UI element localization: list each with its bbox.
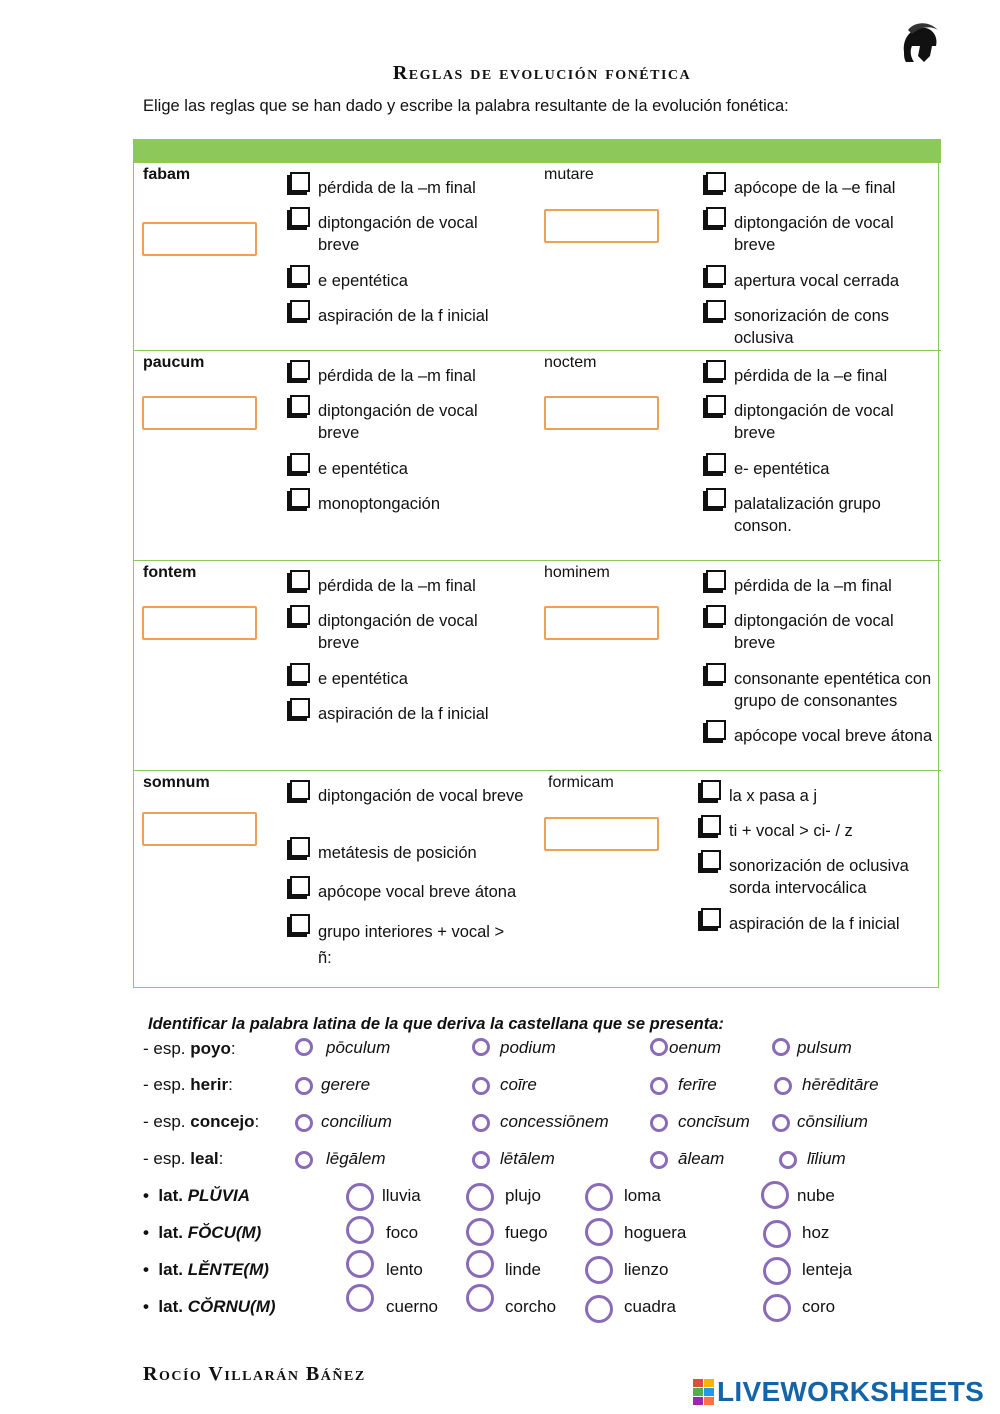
radio-option[interactable] xyxy=(772,1038,790,1056)
latin-prompt: • lat. FŎCU(M) xyxy=(143,1223,262,1242)
latin-word: somnum xyxy=(143,774,210,791)
option-label: foco xyxy=(386,1223,419,1242)
rule-option[interactable]: ti + vocal > ci- / z xyxy=(698,820,934,842)
answer-box[interactable] xyxy=(544,209,659,243)
rule-option[interactable]: apertura vocal cerrada xyxy=(703,270,933,292)
checkbox[interactable] xyxy=(706,207,726,227)
checkbox[interactable] xyxy=(290,780,310,800)
option-label: loma xyxy=(624,1186,661,1205)
option-label: cuerno xyxy=(386,1297,438,1316)
rule-option[interactable]: e epentética xyxy=(287,270,517,292)
latin-word: hominem xyxy=(544,564,610,581)
checkbox[interactable] xyxy=(701,850,721,870)
latin-word: paucum xyxy=(143,354,205,371)
rule-option[interactable]: aspiración de la f inicial xyxy=(287,305,517,327)
rule-option[interactable]: e epentética xyxy=(287,458,517,480)
rule-option[interactable]: diptongación de vocal breve xyxy=(287,785,527,807)
option-label: cuadra xyxy=(624,1297,676,1316)
rule-option[interactable]: pérdida de la –m final xyxy=(287,575,517,597)
latin-prompt: • lat. CŎRNU(M) xyxy=(143,1297,276,1316)
option-label: lento xyxy=(386,1260,423,1279)
checkbox[interactable] xyxy=(706,605,726,625)
option-label: fuego xyxy=(505,1223,548,1242)
checkbox[interactable] xyxy=(706,488,726,508)
rule-option[interactable]: aspiración de la f inicial xyxy=(287,703,517,725)
radio-option[interactable] xyxy=(466,1250,494,1278)
rule-option[interactable]: e epentética xyxy=(287,668,517,690)
rule-option[interactable]: apócope vocal breve átona xyxy=(703,725,935,747)
checkbox[interactable] xyxy=(706,300,726,320)
rule-option[interactable]: diptongación de vocal breve xyxy=(703,610,935,654)
option-label: linde xyxy=(505,1260,541,1279)
answer-box[interactable] xyxy=(142,222,257,256)
radio-option[interactable] xyxy=(295,1038,313,1056)
checkbox[interactable] xyxy=(290,207,310,227)
option-label: lluvia xyxy=(382,1186,421,1205)
rule-option[interactable]: diptongación de vocal breve xyxy=(703,400,933,444)
radio-option[interactable] xyxy=(650,1038,668,1056)
answer-box[interactable] xyxy=(142,606,257,640)
option-label: pulsum xyxy=(797,1038,852,1057)
radio-option[interactable] xyxy=(763,1220,791,1248)
radio-option[interactable] xyxy=(779,1151,797,1169)
option-label: plujo xyxy=(505,1186,541,1205)
checkbox[interactable] xyxy=(290,300,310,320)
checkbox[interactable] xyxy=(290,360,310,380)
option-label: oenum xyxy=(669,1038,721,1057)
rule-option[interactable]: diptongación de vocal breve xyxy=(703,212,933,256)
radio-option[interactable] xyxy=(772,1114,790,1132)
option-label: cōnsilium xyxy=(797,1112,868,1131)
rule-option[interactable]: consonante epentética con grupo de consonantes xyxy=(703,668,935,712)
latin-word: fabam xyxy=(143,166,191,183)
answer-box[interactable] xyxy=(544,606,659,640)
checkbox[interactable] xyxy=(706,265,726,285)
rule-option[interactable]: pérdida de la –e final xyxy=(703,365,933,387)
question-prompt: - esp. poyo: xyxy=(143,1039,236,1058)
spartan-helmet-icon xyxy=(898,22,942,66)
rule-option[interactable]: apócope vocal breve átona xyxy=(287,881,527,903)
row-divider xyxy=(133,560,941,561)
answer-box[interactable] xyxy=(142,812,257,846)
option-label: āleam xyxy=(678,1149,725,1168)
radio-option[interactable] xyxy=(466,1183,494,1211)
checkbox[interactable] xyxy=(290,488,310,508)
checkbox[interactable] xyxy=(290,914,310,934)
rule-option[interactable]: metátesis de posición xyxy=(287,842,527,864)
option-label: concessiōnem xyxy=(500,1112,609,1131)
checkbox[interactable] xyxy=(290,453,310,473)
radio-option[interactable] xyxy=(763,1257,791,1285)
radio-option[interactable] xyxy=(346,1216,374,1244)
option-label: lenteja xyxy=(802,1260,853,1279)
option-label: concīsum xyxy=(678,1112,750,1131)
radio-option[interactable] xyxy=(472,1151,490,1169)
checkbox[interactable] xyxy=(290,663,310,683)
checkbox[interactable] xyxy=(290,172,310,192)
radio-option[interactable] xyxy=(763,1294,791,1322)
radio-option[interactable] xyxy=(346,1284,374,1312)
radio-option[interactable] xyxy=(650,1114,668,1132)
option-label: lētālem xyxy=(500,1149,555,1168)
radio-option[interactable] xyxy=(346,1183,374,1211)
rule-option[interactable]: apócope de la –e final xyxy=(703,177,933,199)
question-prompt: - esp. leal: xyxy=(143,1149,224,1168)
option-label: coīre xyxy=(500,1075,537,1094)
question-prompt: - esp. herir: xyxy=(143,1075,233,1094)
latin-word: fontem xyxy=(143,564,197,581)
rule-option[interactable]: sonorización de cons oclusiva xyxy=(703,305,933,349)
option-label: pōculum xyxy=(326,1038,391,1057)
checkbox[interactable] xyxy=(706,360,726,380)
latin-word: mutare xyxy=(544,166,594,183)
rule-option[interactable]: la x pasa a j xyxy=(698,785,934,807)
rule-option[interactable]: pérdida de la –m final xyxy=(703,575,935,597)
rule-option[interactable]: aspiración de la f inicial xyxy=(698,913,934,935)
latin-prompt: • lat. PLŬVIA xyxy=(143,1186,251,1205)
rule-option[interactable]: sonorización de oclusiva sorda intervocálica xyxy=(698,855,934,899)
rule-option[interactable]: diptongación de vocal breve xyxy=(287,400,517,444)
answer-box[interactable] xyxy=(544,817,659,851)
radio-option[interactable] xyxy=(295,1151,313,1169)
radio-option[interactable] xyxy=(466,1218,494,1246)
option-label: corcho xyxy=(505,1297,557,1316)
checkbox[interactable] xyxy=(706,663,726,683)
latin-prompt: • lat. LĔNTE(M) xyxy=(143,1260,269,1279)
rule-option[interactable]: palatalización grupo conson. xyxy=(703,493,933,537)
option-label: coro xyxy=(802,1297,836,1316)
answer-box[interactable] xyxy=(142,396,257,430)
rule-option[interactable]: monoptongación xyxy=(287,493,517,515)
radio-option[interactable] xyxy=(761,1181,789,1209)
radio-option[interactable] xyxy=(650,1077,668,1095)
option-label: hoz xyxy=(802,1223,830,1242)
checkbox[interactable] xyxy=(290,837,310,857)
option-label: gerere xyxy=(321,1075,371,1094)
row-divider xyxy=(133,770,941,771)
checkbox[interactable] xyxy=(290,605,310,625)
brand-name: LIVEWORKSHEETS xyxy=(717,1376,985,1407)
checkbox[interactable] xyxy=(290,395,310,415)
rule-option[interactable]: diptongación de vocal breve xyxy=(287,212,517,256)
radio-option[interactable] xyxy=(295,1114,313,1132)
author-name: Rocío Villarán Báñez xyxy=(143,1363,366,1385)
answer-box[interactable] xyxy=(544,396,659,430)
radio-option[interactable] xyxy=(346,1250,374,1278)
option-label: lienzo xyxy=(624,1260,669,1279)
checkbox[interactable] xyxy=(701,780,721,800)
checkbox[interactable] xyxy=(706,395,726,415)
latin-word: noctem xyxy=(544,354,597,371)
option-label: ferīre xyxy=(678,1075,717,1094)
checkbox[interactable] xyxy=(701,908,721,928)
checkbox[interactable] xyxy=(706,570,726,590)
radio-option[interactable] xyxy=(585,1295,613,1323)
option-label: līlium xyxy=(807,1149,846,1168)
radio-option[interactable] xyxy=(466,1284,494,1312)
checkbox[interactable] xyxy=(706,720,726,740)
checkbox[interactable] xyxy=(290,876,310,896)
rule-option[interactable]: pérdida de la –m final xyxy=(287,177,517,199)
instructions: Elige las reglas que se han dado y escribe la palabra resultante de la evolución fonética: xyxy=(143,97,789,115)
option-label: hērēditāre xyxy=(802,1075,879,1094)
option-label: nube xyxy=(797,1186,835,1205)
row-divider xyxy=(133,350,941,351)
radio-option[interactable] xyxy=(585,1256,613,1284)
checkbox[interactable] xyxy=(290,265,310,285)
checkbox[interactable] xyxy=(701,815,721,835)
rule-option[interactable]: diptongación de vocal breve xyxy=(287,610,517,654)
checkbox[interactable] xyxy=(290,570,310,590)
section-heading: Identificar la palabra latina de la que deriva la castellana que se presenta: xyxy=(148,1015,724,1033)
checkbox[interactable] xyxy=(706,172,726,192)
liveworksheets-logo-icon xyxy=(693,1379,715,1405)
checkbox[interactable] xyxy=(290,698,310,718)
radio-option[interactable] xyxy=(472,1077,490,1095)
radio-option[interactable] xyxy=(585,1183,613,1211)
latin-word: formicam xyxy=(548,774,614,791)
radio-option[interactable] xyxy=(774,1077,792,1095)
option-label: lēgālem xyxy=(326,1149,386,1168)
option-label: hoguera xyxy=(624,1223,687,1242)
rule-option[interactable]: e- epentética xyxy=(703,458,933,480)
option-label: concilium xyxy=(321,1112,392,1131)
rule-option[interactable]: grupo interiores + vocal > ñ: xyxy=(287,919,519,971)
page-title: Reglas de evolución fonética xyxy=(392,62,692,84)
question-prompt: - esp. concejo: xyxy=(143,1112,260,1131)
rule-option[interactable]: pérdida de la –m final xyxy=(287,365,517,387)
radio-option[interactable] xyxy=(472,1038,490,1056)
radio-option[interactable] xyxy=(650,1151,668,1169)
liveworksheets-logo xyxy=(693,1376,984,1408)
option-label: podium xyxy=(500,1038,556,1057)
radio-option[interactable] xyxy=(472,1114,490,1132)
radio-option[interactable] xyxy=(585,1218,613,1246)
radio-option[interactable] xyxy=(295,1077,313,1095)
checkbox[interactable] xyxy=(706,453,726,473)
